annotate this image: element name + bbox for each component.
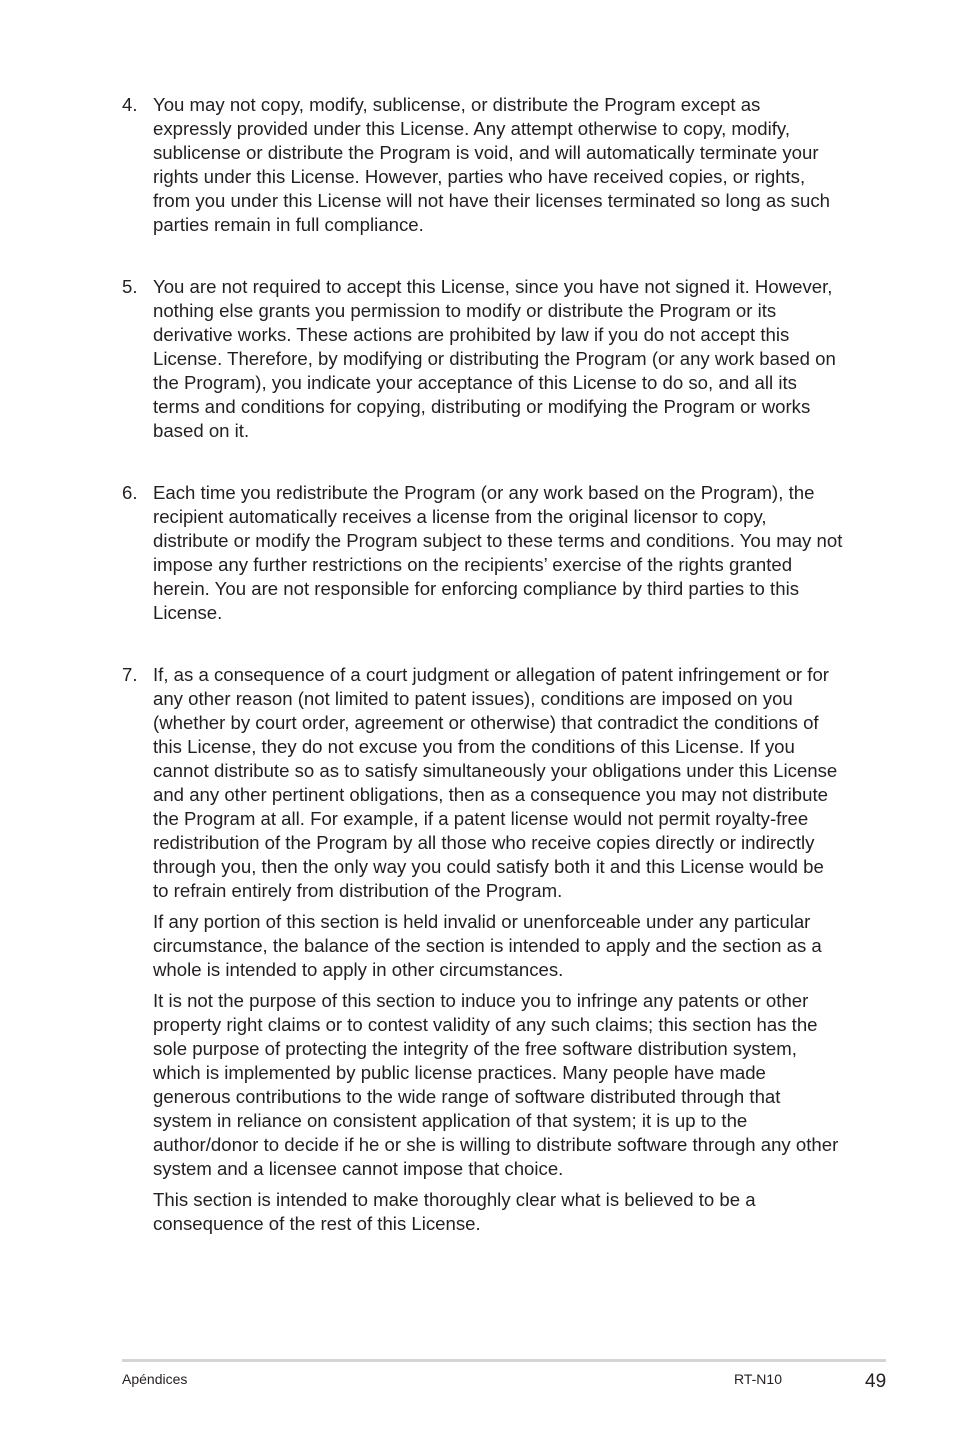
list-item [122, 93, 844, 237]
list-item [122, 663, 844, 1236]
item-number: 4. [122, 94, 138, 115]
paragraph: This section is intended to make thoroughly clear what is believed to be a consequence of the rest of this License. [153, 1189, 756, 1234]
paragraph: If any portion of this section is held invalid or unenforceable under any particular circumstance, the balance of the section is intended to apply and the section as a whole is intended to apply in other circumstances. [153, 911, 822, 980]
paragraph: You may not copy, modify, sublicense, or distribute the Program except as expressly provided under this License. Any attempt otherwise to copy, modify, sublicense or distribute the Program is void, and will automatically terminate your rights under this License. However, parties who have received copies, or rights, from you under this License will not have their licenses terminated so long as such parties remain in full compliance. [153, 94, 830, 235]
paragraph: If, as a consequence of a court judgment or allegation of patent infringement or for any other reason (not limited to patent issues), conditions are imposed on you (whether by court order, agreement or otherwise) that contradict the conditions of this License, they do not excuse you from the conditions of this License. If you cannot distribute so as to satisfy simultaneously your obligations under this License and any other pertinent obligations, then as a consequence you may not distribute the Program at all. For example, if a patent license would not permit royalty-free redistribution of the Program by all those who receive copies directly or indirectly through you, then the only way you could satisfy both it and this License would be to refrain entirely from distribution of the Program. [153, 664, 838, 901]
paragraph: It is not the purpose of this section to induce you to infringe any patents or other property right claims or to contest validity of any such claims; this section has the sole purpose of protecting the integrity of the free software distribution system, which is implemented by public license practices. Many people have made generous contributions to the wide range of software distributed through that system in reliance on consistent application of that system; it is up to the author/donor to decide if he or she is willing to distribute software through any other system and a licensee cannot impose that choice. [153, 990, 839, 1179]
item-number: 7. [122, 664, 138, 685]
license-text-body [122, 93, 844, 1274]
footer-section-label: Apéndices [122, 1371, 188, 1387]
item-number: 6. [122, 482, 138, 503]
footer-divider [122, 1359, 886, 1362]
page-number: 49 [865, 1371, 887, 1392]
paragraph: You are not required to accept this License, since you have not signed it. However, nothing else grants you permission to modify or distribute the Program or its derivative works. These actions are prohibited by law if you do not accept this License. Therefore, by modifying or distributing the Program (or any work based on the Program), you indicate your acceptance of this License to do so, and all its terms and conditions for copying, distributing or modifying the Program or works based on it. [153, 276, 836, 441]
footer-model-name: RT-N10 [734, 1371, 782, 1387]
item-number: 5. [122, 276, 138, 297]
list-item [122, 481, 844, 625]
list-item [122, 275, 844, 443]
paragraph: Each time you redistribute the Program (or any work based on the Program), the recipient automatically receives a license from the original licensor to copy, distribute or modify the Program subject to these terms and conditions. You may not impose any further restrictions on the recipients’ exercise of the rights granted herein. You are not responsible for enforcing compliance by third parties to this License. [153, 482, 843, 623]
